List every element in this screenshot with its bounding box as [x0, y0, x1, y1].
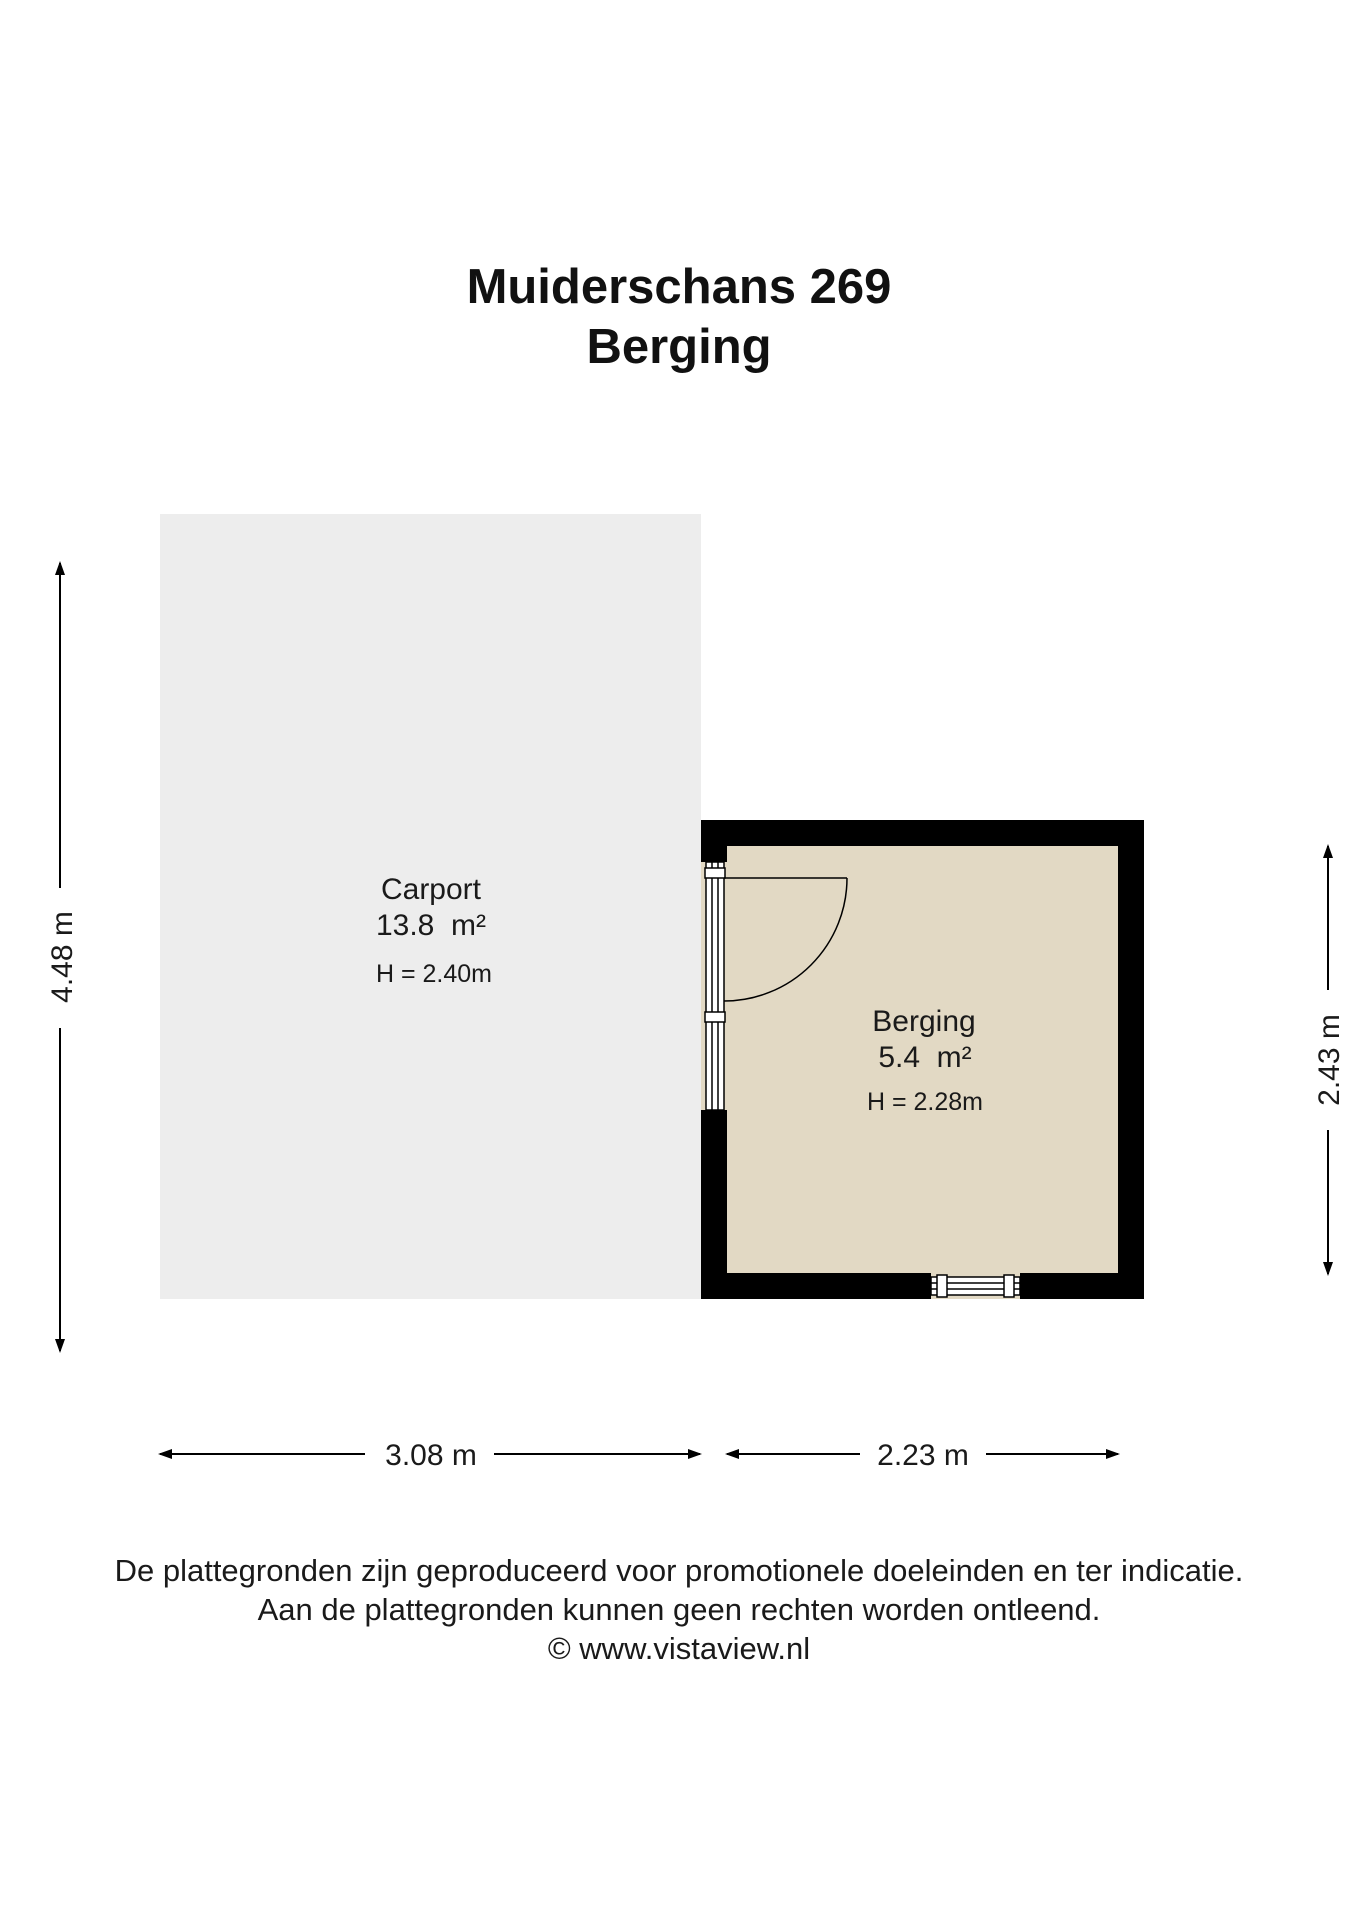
right-vertical-dimension-label: 2.43 m — [1313, 1014, 1346, 1106]
bottom-left-dimension-label: 3.08 m — [385, 1439, 477, 1472]
carport-area-label: 13.8 m² — [375, 909, 487, 942]
carport-label: Carport — [380, 873, 482, 906]
left-vertical-dimension-label: 4.48 m — [46, 911, 79, 1003]
copyright-link[interactable]: © www.vistaview.nl — [547, 1631, 811, 1666]
berging-area-label: 5.4 m² — [878, 1041, 972, 1074]
left-wall-window — [705, 862, 725, 1110]
disclaimer-line-1: De plattegronden zijn geproduceerd voor promotionele doeleinden en ter indicatie. — [114, 1553, 1244, 1588]
bottom-right-dimension-label: 2.23 m — [877, 1439, 969, 1472]
carport-area — [160, 514, 701, 1299]
plan-address-title: Muiderschans 269 — [466, 260, 892, 314]
carport-height-label: H = 2.40m — [375, 960, 493, 988]
plan-floor-title: Berging — [586, 320, 772, 374]
berging-height-label: H = 2.28m — [866, 1088, 984, 1116]
disclaimer-line-2: Aan de plattegronden kunnen geen rechten worden ontleend. — [257, 1592, 1101, 1627]
berging-label: Berging — [872, 1005, 976, 1038]
bottom-wall-window — [931, 1275, 1020, 1297]
